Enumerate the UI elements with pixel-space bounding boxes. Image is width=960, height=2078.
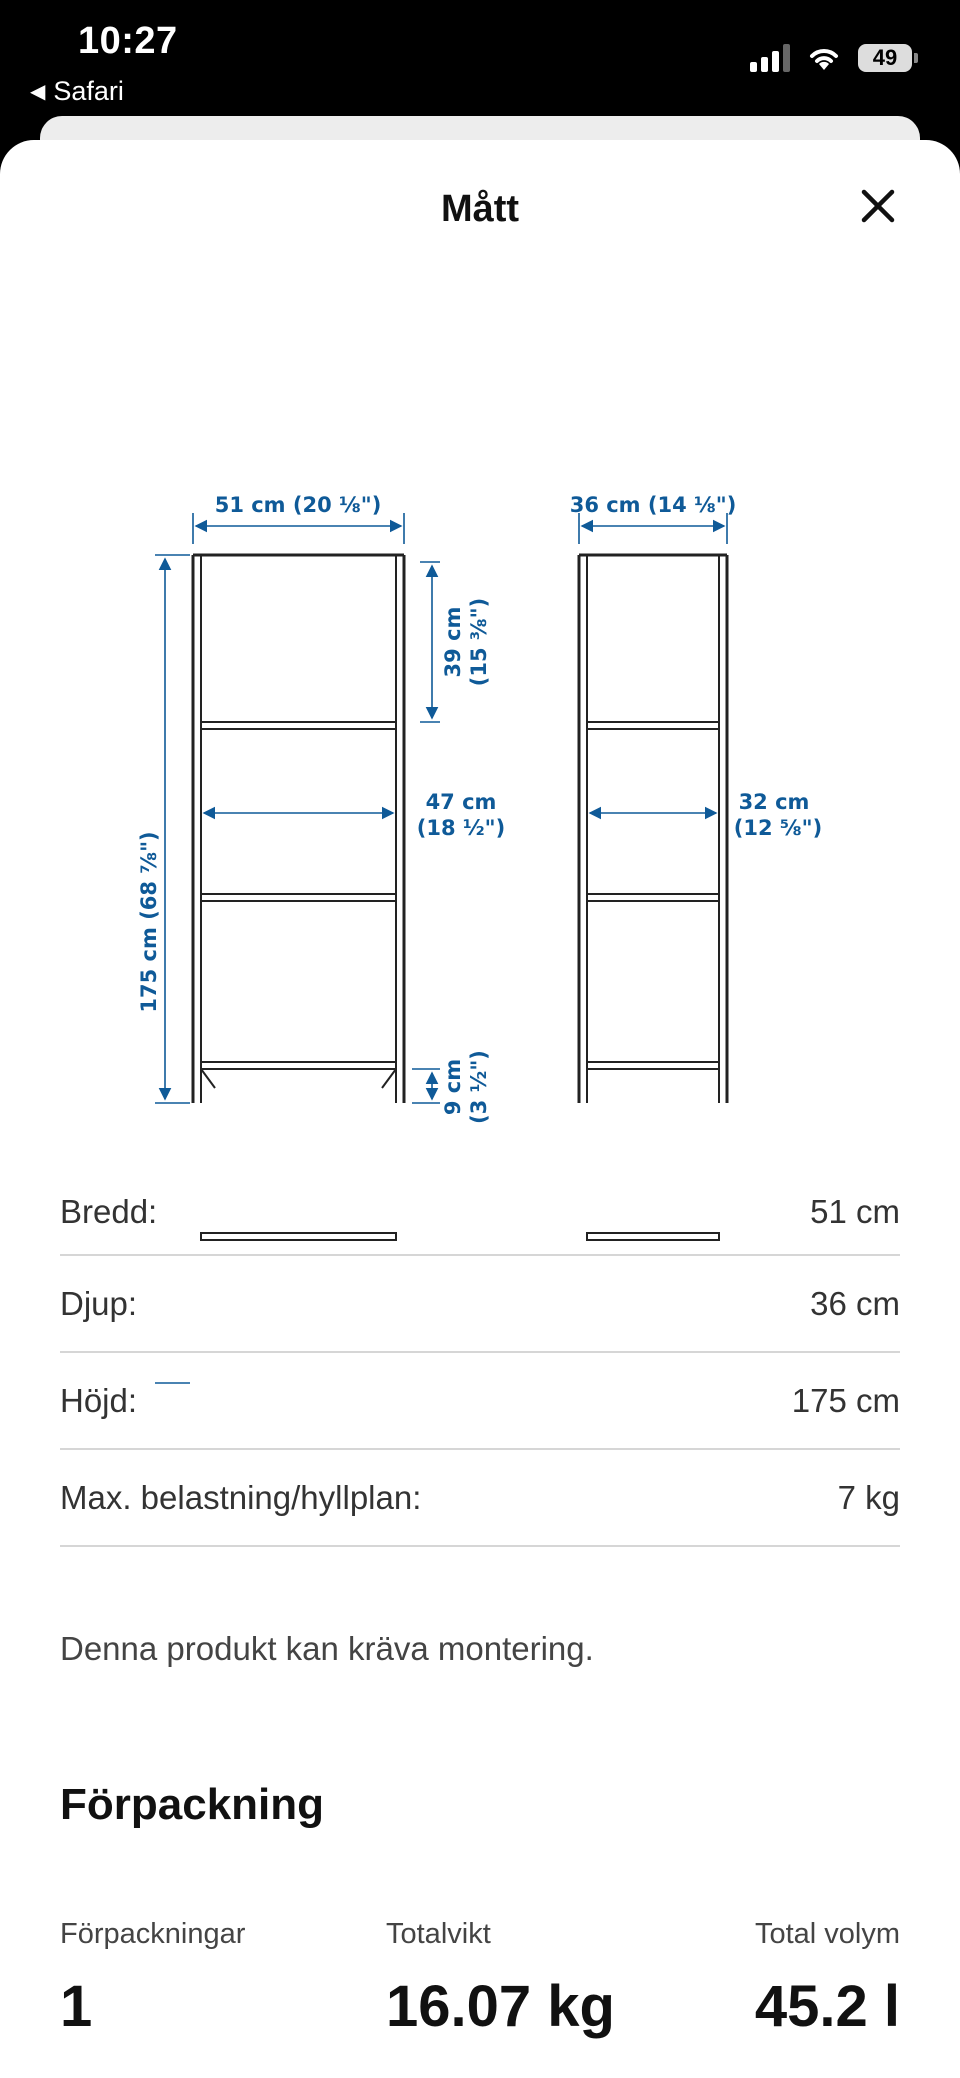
volume-label: Total volym <box>754 1918 900 1950</box>
spec-label: Djup: <box>60 1284 138 1322</box>
front-width-label: 51 cm (20 ⅛") <box>214 493 382 517</box>
spec-row-depth <box>60 1256 900 1353</box>
battery-icon: 49 <box>858 44 912 72</box>
back-arrow-icon: ◀ <box>30 81 46 103</box>
spec-value: 51 cm <box>810 1193 900 1230</box>
packages-value: 1 <box>60 1974 93 2039</box>
weight-value: 16.07 kg <box>386 1974 615 2039</box>
dimension-specs <box>60 1170 900 1547</box>
shelf-gap-in-label: (15 ⅜") <box>467 597 491 687</box>
side-view <box>579 555 727 1240</box>
spec-row-width <box>60 1170 900 1256</box>
total-volume <box>755 1918 900 2040</box>
status-time: 10:27 <box>78 20 178 62</box>
floor-gap-in-label: (3 ½") <box>467 1050 491 1124</box>
spec-row-height <box>60 1353 900 1450</box>
packaging-heading: Förpackning <box>60 1780 325 1829</box>
close-icon[interactable] <box>856 184 900 228</box>
floor-gap-cm-label: 9 cm <box>441 1058 465 1116</box>
spec-value: 7 kg <box>837 1478 900 1516</box>
inner-depth-in-label: (12 ⅝") <box>733 816 823 840</box>
packages-label: Förpackningar <box>60 1918 246 1950</box>
weight-label: Totalvikt <box>386 1918 491 1950</box>
spec-row-max-load <box>60 1450 900 1547</box>
status-icons <box>750 44 912 72</box>
front-view <box>193 555 404 1240</box>
sheet-title: Mått <box>440 188 520 230</box>
cellular-signal-icon <box>750 44 790 72</box>
spec-label: Höjd: <box>60 1381 138 1419</box>
spec-label: Max. belastning/hyllplan: <box>60 1478 422 1516</box>
spec-value: 36 cm <box>810 1284 900 1322</box>
packages-count <box>60 1918 245 2040</box>
side-depth-label: 36 cm (14 ⅛") <box>569 493 737 517</box>
assembly-note: Denna produkt kan kräva montering. <box>60 1630 594 1667</box>
inner-width-in-label: (18 ½") <box>416 816 506 840</box>
status-bar <box>0 0 960 120</box>
spec-value: 175 cm <box>791 1381 900 1419</box>
volume-value: 45.2 l <box>754 1974 900 2039</box>
back-to-app-link[interactable] <box>30 76 124 107</box>
back-app-label: Safari <box>53 76 124 106</box>
total-weight <box>386 1918 615 2040</box>
spec-label: Bredd: <box>60 1193 158 1230</box>
inner-width-cm-label: 47 cm <box>425 790 497 814</box>
inner-depth-cm-label: 32 cm <box>738 790 810 814</box>
wifi-icon <box>806 44 842 72</box>
shelf-gap-cm-label: 39 cm <box>441 606 465 678</box>
total-height-label: 175 cm (68 ⅞") <box>137 831 161 1013</box>
dimensions-sheet <box>0 140 960 2078</box>
packaging-info <box>60 1918 900 2068</box>
dimension-drawing <box>0 330 960 1124</box>
